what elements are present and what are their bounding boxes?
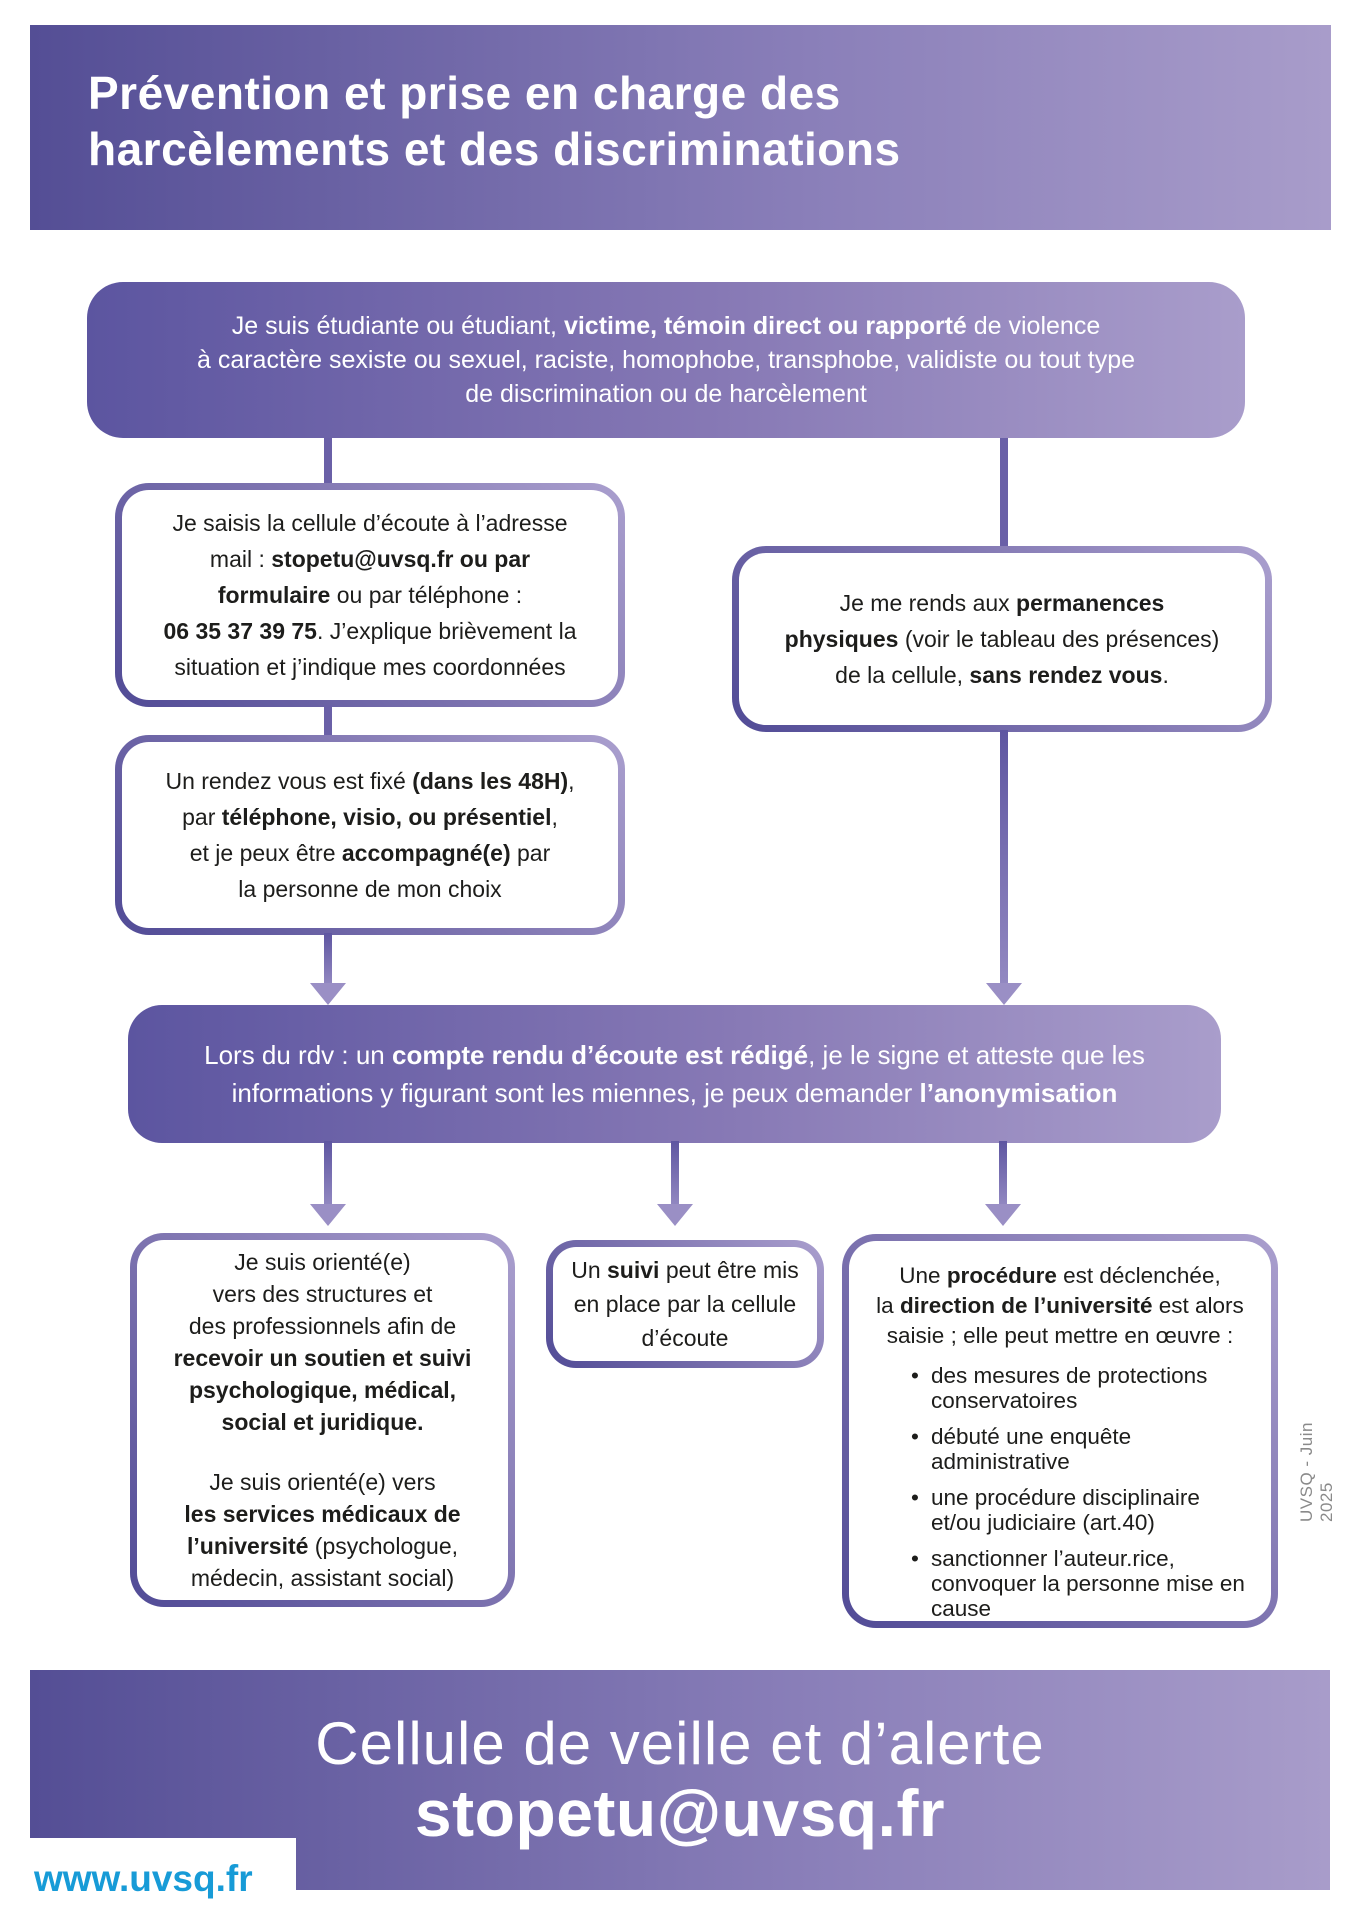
compte-rendu-text: Lors du rdv : un compte rendu d’écoute est rédigé, je le signe et atteste que les informations y figurant sont les miennes, je peux demander l’anonymisation (204, 1040, 1145, 1108)
permanence-text: Je me rends aux permanences physiques (voir le tableau des présences) de la cellule, sans rendez vous. (739, 553, 1265, 725)
suivi-text: Un suivi peut être mis en place par la cellule d’écoute (553, 1247, 817, 1361)
contact-cell-text: Je saisis la cellule d’écoute à l’adresse mail : stopetu@uvsq.fr ou par formulaire ou par téléphone : 06 35 37 39 75. J’explique brièvement la situation et j’indique mes coordonnées (122, 490, 618, 700)
orientation-paragraph-1: Je suis orienté(e) vers des structures et des professionnels afin de recevoir un soutien et suivi psychologique, médical, social et juridique. (173, 1249, 472, 1435)
arrow-head-icon (657, 1204, 693, 1226)
footer-title: Cellule de veille et d’alerte (315, 1710, 1045, 1777)
arrow-line (324, 1141, 332, 1206)
orientation-box (130, 1233, 515, 1607)
date-note: UVSQ - Juin 2025 (1297, 1422, 1336, 1522)
arrow-line (324, 933, 332, 985)
connector-line (324, 438, 332, 486)
website-badge (0, 1838, 296, 1920)
arrow-head-icon (310, 1204, 346, 1226)
procedure-content (849, 1241, 1271, 1621)
page-title (30, 25, 1331, 177)
header-band (30, 25, 1331, 230)
permanence-box (732, 546, 1272, 732)
procedure-bullet-list: • des mesures de protections conservatoires • débuté une enquête administrative • une procédure disciplinaire et/ou judiciaire (art.40) • sanctionner l’auteur.rice, convoquer la personne mise en cause (855, 1363, 1265, 1632)
rendez-vous-box (115, 735, 625, 935)
page-title-line1: Prévention et prise en charge des (88, 67, 841, 119)
connector-line (1000, 438, 1008, 550)
footer-email: stopetu@uvsq.fr (414, 1776, 946, 1850)
arrow-line (999, 1141, 1007, 1206)
contact-cell-box (115, 483, 625, 707)
page-title-line2: harcèlements et des discriminations (88, 123, 901, 175)
arrow-head-icon (985, 1204, 1021, 1226)
arrow-line (1000, 730, 1008, 985)
intro-situation-box (87, 282, 1245, 438)
arrow-head-icon (986, 983, 1022, 1005)
compte-rendu-box (128, 1005, 1221, 1143)
arrow-head-icon (310, 983, 346, 1005)
suivi-box (546, 1240, 824, 1368)
orientation-paragraph-2: Je suis orienté(e) vers les services médicaux de l’université (psychologue, médecin, assistant social) (184, 1469, 461, 1591)
orientation-text (137, 1240, 508, 1600)
intro-situation-text: Je suis étudiante ou étudiant, victime, témoin direct ou rapporté de violence à caractère sexiste ou sexuel, raciste, homophobe, transphobe, validiste ou tout type de discrimination ou de harcèlement (196, 312, 1136, 408)
procedure-box (842, 1234, 1278, 1628)
procedure-intro-text: Une procédure est déclenchée, la direction de l’université est alors saisie ; elle peut mettre en œuvre : (876, 1263, 1244, 1348)
connector-line (324, 705, 332, 737)
arrow-line (671, 1141, 679, 1206)
rendez-vous-text: Un rendez vous est fixé (dans les 48H), par téléphone, visio, ou présentiel, et je peux être accompagné(e) par la personne de mon choix (122, 742, 618, 928)
website-link: www.uvsq.fr (34, 1858, 253, 1899)
